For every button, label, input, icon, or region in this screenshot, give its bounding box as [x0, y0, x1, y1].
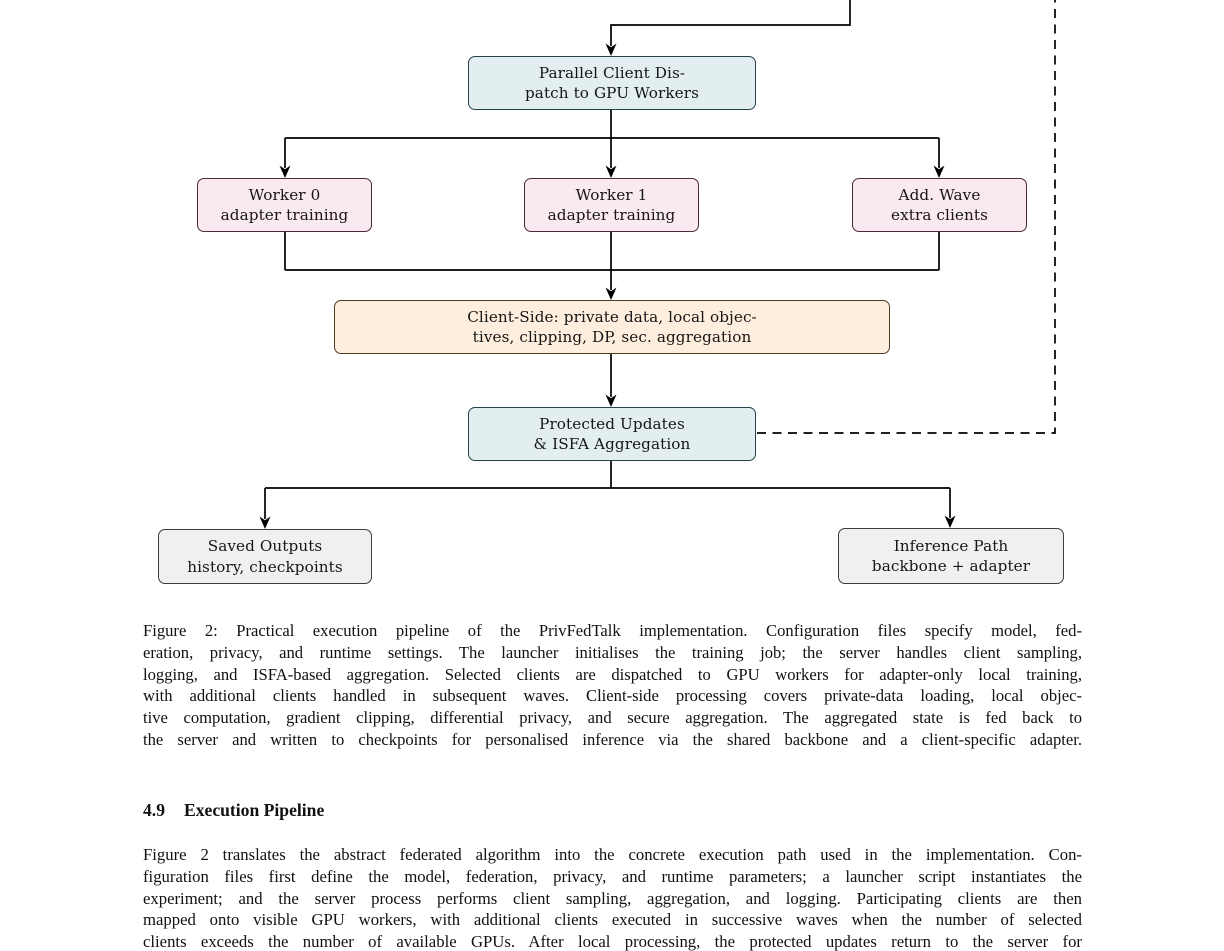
body-line: mapped onto visible GPU workers, with additional clients executed in successive waves when the number of selected: [143, 910, 1082, 930]
node-label: adapter training: [547, 206, 676, 224]
node-protected-updates: [468, 407, 756, 461]
node-worker-0: [197, 178, 372, 232]
node-label: tives, clipping, DP, sec. aggregation: [472, 328, 752, 346]
caption-line: eration, privacy, and runtime settings. The launcher initialises the training job; the server handles client sampling,: [143, 642, 1082, 662]
caption-line: Figure 2: Practical execution pipeline of the PrivFedTalk implementation. Configuration files specify model, fed-: [143, 621, 1082, 640]
node-label: Saved Outputs: [207, 537, 323, 555]
caption-line: tive computation, gradient clipping, differential privacy, and secure aggregation. The aggregated state is fed back to: [143, 708, 1082, 728]
node-saved-outputs: [158, 529, 372, 584]
body-line: experiment; and the server process performs client sampling, aggregation, and logging. Participating clients are then: [143, 888, 1082, 908]
figure-caption: [143, 620, 1082, 751]
node-inference-path: [838, 528, 1064, 584]
node-label: adapter training: [220, 206, 349, 224]
node-label: Inference Path: [893, 536, 1009, 555]
section-heading: [143, 799, 324, 822]
node-additional-wave: [852, 178, 1027, 232]
node-worker-1: [524, 178, 699, 232]
node-label: extra clients: [891, 206, 988, 224]
caption-line: with additional clients handled in subsequent waves. Client-side processing covers private-data loading, local objec-: [143, 686, 1082, 706]
node-client-side: [334, 300, 890, 354]
node-label: Client-Side: private data, local objec-: [467, 307, 757, 326]
node-label: patch to GPU Workers: [524, 84, 699, 102]
node-parallel-dispatch: [468, 56, 756, 110]
node-label: Parallel Client Dis-: [538, 63, 686, 82]
node-label: Worker 0: [248, 185, 321, 204]
caption-line: logging, and ISFA-based aggregation. Selected clients are dispatched to GPU workers for adapter-only local training,: [143, 664, 1082, 684]
body-line: clients exceeds the number of available GPUs. After local processing, the protected updates return to the server for: [143, 932, 1082, 951]
body-line: Figure 2 translates the abstract federated algorithm into the concrete execution path used in the implementation. Con-: [143, 845, 1082, 864]
node-label: Worker 1: [575, 185, 648, 204]
node-label: & ISFA Aggregation: [533, 435, 691, 453]
section-number: 4.9: [143, 800, 165, 820]
body-paragraph: [143, 844, 1082, 951]
node-label: Add. Wave: [898, 185, 981, 204]
caption-line: the server and written to checkpoints for personalised inference via the shared backbone and a client-specific adapter.: [143, 729, 1082, 749]
node-label: Protected Updates: [539, 414, 685, 433]
body-line: figuration files first define the model, federation, privacy, and runtime parameters; a launcher script instantiates the: [143, 866, 1082, 886]
section-title: Execution Pipeline: [184, 800, 325, 820]
node-label: backbone + adapter: [871, 557, 1031, 575]
node-label: history, checkpoints: [187, 557, 343, 576]
